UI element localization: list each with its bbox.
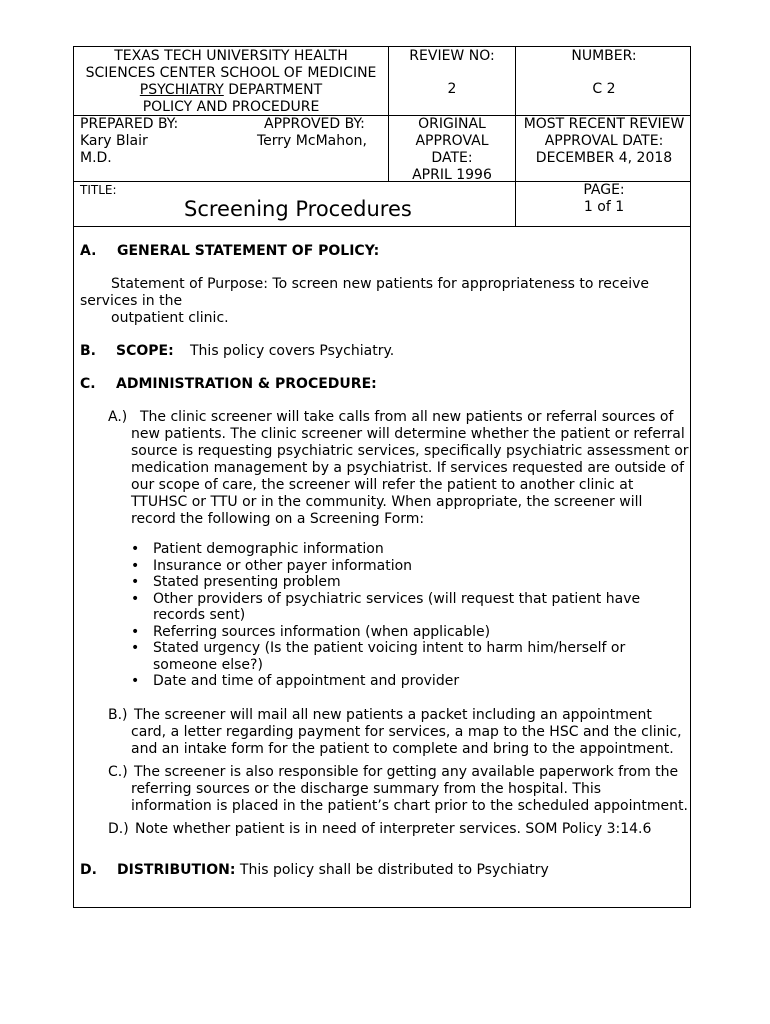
- header-row-3: [74, 182, 690, 227]
- section-d-body: [117, 862, 549, 879]
- list-item: [131, 591, 651, 624]
- item-a-line: medication management by a psychiatrist. If services requested are outside of: [131, 460, 684, 476]
- item-c-text: [131, 764, 691, 815]
- item-a-line: source is requesting psychiatric services, specifically psychiatric assessment or: [131, 443, 689, 459]
- original-approval-date: [389, 116, 515, 184]
- list-item-text: Stated urgency (Is the patient voicing intent to harm him/herself or someone else?): [153, 640, 626, 673]
- section-a-line-3: outpatient clinic.: [111, 310, 229, 326]
- original-line-1: ORIGINAL: [418, 116, 486, 132]
- bullet-icon: •: [131, 673, 140, 689]
- institution-block: [74, 48, 388, 116]
- institution-line-2: SCIENCES CENTER SCHOOL OF MEDICINE: [85, 65, 377, 81]
- section-c-letter: C.: [80, 376, 96, 392]
- title-label: TITLE:: [80, 183, 117, 197]
- list-item: [131, 673, 651, 690]
- list-item-text: Date and time of appointment and provider: [153, 673, 460, 689]
- screening-form-list: [131, 541, 651, 690]
- page-value: 1 of 1: [583, 199, 625, 215]
- list-item-text: Patient demographic information: [153, 541, 384, 557]
- list-item-text: Referring sources information (when applicable): [153, 623, 491, 640]
- section-a-heading: GENERAL STATEMENT OF POLICY:: [117, 243, 380, 259]
- list-item: [131, 640, 651, 673]
- list-item: [131, 624, 651, 641]
- section-d-letter: D.: [80, 862, 97, 878]
- prepared-value-suffix: M.D.: [80, 150, 112, 166]
- header-row-2: [74, 116, 690, 182]
- item-a-marker: A.): [108, 409, 128, 425]
- original-line-3: DATE:: [431, 150, 473, 166]
- item-c-marker: C.): [108, 764, 128, 780]
- prepared-label: PREPARED BY:: [80, 116, 179, 132]
- item-b-line: card, a letter regarding payment for services, a map to the HSC and the clinic,: [131, 724, 682, 740]
- list-item-text: Other providers of psychiatric services (will request that patient have records sent): [153, 590, 641, 623]
- item-c-line: The screener is also responsible for getting any available paperwork from the: [134, 764, 679, 780]
- bullet-icon: •: [131, 574, 140, 590]
- bullet-icon: •: [131, 541, 140, 557]
- list-item: [131, 558, 651, 575]
- item-a-line: TTUHSC or TTU or in the community. When appropriate, the screener will: [131, 494, 643, 510]
- item-c-line: referring sources or the discharge summary from the hospital. This: [131, 781, 602, 797]
- department-name: PSYCHIATRY: [139, 82, 224, 98]
- item-b-text: [131, 707, 691, 758]
- bullet-icon: •: [131, 640, 140, 656]
- section-b-letter: B.: [80, 343, 96, 359]
- bullet-icon: •: [131, 590, 140, 607]
- item-c-line: information is placed in the patient’s chart prior to the scheduled appointment.: [131, 798, 688, 814]
- institution-line-1: TEXAS TECH UNIVERSITY HEALTH: [114, 48, 348, 64]
- item-a-line: our scope of care, the screener will refer the patient to another clinic at: [131, 477, 634, 493]
- item-a-line: new patients. The clinic screener will determine whether the patient or referral: [131, 426, 685, 442]
- bullet-icon: •: [131, 623, 140, 640]
- list-item: [131, 541, 651, 558]
- policy-document: [73, 46, 691, 908]
- policy-line: POLICY AND PROCEDURE: [142, 99, 320, 115]
- document-title: Screening Procedures: [184, 197, 412, 221]
- recent-line-1: MOST RECENT REVIEW: [523, 116, 685, 132]
- section-a-line-1: Statement of Purpose: To screen new patients for appropriateness to receive: [111, 276, 650, 292]
- item-a-text: [131, 409, 691, 528]
- item-d-text: Note whether patient is in need of interpreter services. SOM Policy 3:14.6: [135, 821, 652, 837]
- number-value: C 2: [592, 81, 616, 97]
- section-c-heading: ADMINISTRATION & PROCEDURE:: [116, 376, 377, 392]
- bullet-icon: •: [131, 557, 140, 574]
- review-value: 2: [447, 81, 457, 97]
- review-label: REVIEW NO:: [409, 48, 495, 64]
- section-d-text: This policy shall be distributed to Psychiatry: [235, 862, 549, 878]
- list-item-text: Stated presenting problem: [153, 574, 341, 590]
- number-label: NUMBER:: [571, 48, 637, 64]
- item-a-line: The clinic screener will take calls from all new patients or referral sources of: [140, 409, 674, 425]
- header-row-1: [74, 47, 690, 116]
- section-a-letter: A.: [80, 243, 97, 259]
- department-line: [74, 82, 388, 99]
- item-d-marker: D.): [108, 821, 129, 837]
- item-b-line: The screener will mail all new patients a packet including an appointment: [134, 707, 652, 723]
- original-line-2: APPROVAL: [415, 133, 489, 149]
- recent-review-date: [516, 116, 692, 167]
- section-d-heading: DISTRIBUTION:: [117, 862, 236, 878]
- department-suffix: DEPARTMENT: [223, 82, 323, 98]
- approved-value: Terry McMahon,: [257, 133, 367, 149]
- section-a-line-2: services in the: [80, 293, 183, 309]
- item-a-line: record the following on a Screening Form:: [131, 511, 425, 527]
- original-line-4: APRIL 1996: [412, 167, 492, 183]
- item-b-marker: B.): [108, 707, 128, 723]
- approved-label: APPROVED BY:: [264, 116, 365, 132]
- prepared-value: Kary Blair: [80, 133, 148, 149]
- recent-line-2: APPROVAL DATE:: [544, 133, 664, 149]
- page-label: PAGE:: [583, 182, 625, 198]
- list-item-text: Insurance or other payer information: [153, 557, 413, 574]
- list-item: [131, 574, 651, 591]
- section-b-text: This policy covers Psychiatry.: [190, 343, 395, 359]
- item-b-line: and an intake form for the patient to complete and bring to the appointment.: [131, 741, 674, 757]
- recent-line-3: DECEMBER 4, 2018: [535, 150, 673, 166]
- section-b-heading: SCOPE:: [116, 343, 174, 359]
